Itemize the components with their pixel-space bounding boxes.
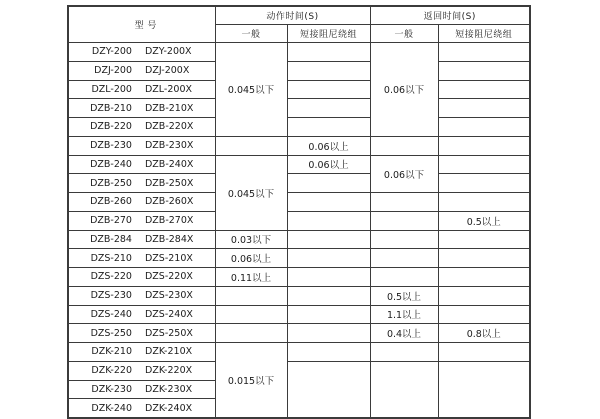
model-cell (68, 399, 215, 418)
cell-ret_damp (438, 118, 530, 137)
model-name: DZB-230X (144, 140, 194, 152)
cell-ret_gen (370, 268, 438, 287)
model-name: DZJ-200 (94, 65, 132, 77)
cell-act_damp (287, 99, 370, 118)
model-cell (68, 43, 215, 62)
model-cell (68, 230, 215, 249)
cell-act_damp: 0.06以上 (287, 155, 370, 174)
model-name: DZB-240X (144, 158, 194, 170)
cell-act_gen: 0.11以上 (215, 268, 287, 287)
table-row (68, 249, 530, 268)
model-name: DZB-270X (144, 215, 194, 227)
cell-ret_damp (438, 155, 530, 174)
model-name: DZK-240X (145, 402, 193, 414)
table-row (68, 305, 530, 324)
relay-spec-table (67, 5, 531, 419)
model-name: DZK-230 (91, 383, 132, 395)
cell-ret_damp (438, 361, 530, 418)
cell-ret_damp (438, 136, 530, 155)
table-row (68, 268, 530, 287)
model-name: DZB-284X (144, 233, 194, 245)
header-return-general: 一般 (370, 25, 438, 43)
cell-act_damp (287, 361, 370, 418)
header-return-damping: 短接阻尼绕组 (438, 25, 530, 43)
model-name: DZK-230X (145, 383, 193, 395)
cell-ret_damp (438, 305, 530, 324)
cell-ret_gen (370, 361, 438, 418)
cell-ret_gen: 0.06以下 (370, 43, 438, 137)
table-header (68, 6, 530, 43)
cell-ret_damp (438, 286, 530, 305)
model-name: DZB-270 (90, 215, 132, 227)
cell-act_gen (215, 136, 287, 155)
model-name: DZY-200X (144, 46, 192, 58)
model-name: DZK-210X (145, 346, 193, 358)
cell-ret_damp (438, 249, 530, 268)
model-name: DZS-230 (90, 290, 132, 302)
model-cell (68, 249, 215, 268)
cell-act_gen: 0.03以下 (215, 230, 287, 249)
model-name: DZS-230X (144, 290, 193, 302)
model-name: DZB-260X (144, 196, 194, 208)
model-name: DZB-210 (90, 102, 132, 114)
cell-ret_gen (370, 249, 438, 268)
model-cell (68, 155, 215, 174)
table-row (68, 230, 530, 249)
model-name: DZL-200X (144, 83, 193, 95)
model-name: DZB-250X (144, 177, 194, 189)
cell-ret_damp (438, 61, 530, 80)
cell-act_damp (287, 249, 370, 268)
model-name: DZS-240X (144, 308, 193, 320)
cell-ret_damp (438, 80, 530, 99)
cell-ret_damp: 0.8以上 (438, 324, 530, 343)
model-name: DZB-210X (144, 102, 194, 114)
cell-act_damp (287, 174, 370, 193)
table-row (68, 343, 530, 362)
cell-act_damp (287, 343, 370, 362)
header-row-top (68, 6, 530, 25)
model-cell (68, 174, 215, 193)
cell-act_damp (287, 61, 370, 80)
model-cell (68, 99, 215, 118)
table-row (68, 136, 530, 155)
cell-ret_gen: 1.1以上 (370, 305, 438, 324)
model-cell (68, 380, 215, 399)
table-row (68, 174, 530, 193)
cell-ret_damp (438, 193, 530, 212)
model-name: DZK-220X (145, 365, 193, 377)
table-row (68, 61, 530, 80)
table-row (68, 118, 530, 137)
model-cell (68, 118, 215, 137)
model-cell (68, 193, 215, 212)
model-cell (68, 80, 215, 99)
header-action-damping: 短接阻尼绕组 (287, 25, 370, 43)
table-row (68, 286, 530, 305)
model-name: DZB-230 (90, 140, 132, 152)
cell-ret_damp (438, 99, 530, 118)
table-row (68, 99, 530, 118)
model-name: DZS-250X (144, 327, 193, 339)
cell-ret_gen (370, 343, 438, 362)
model-name: DZK-220 (91, 365, 132, 377)
table-row (68, 193, 530, 212)
cell-act_damp (287, 211, 370, 230)
cell-act_damp (287, 43, 370, 62)
cell-act_damp (287, 324, 370, 343)
cell-ret_damp (438, 230, 530, 249)
header-return-time: 返回时间(S) (370, 6, 530, 25)
model-name: DZJ-200X (145, 65, 190, 77)
model-name: DZS-220X (144, 271, 193, 283)
model-cell (68, 136, 215, 155)
table-row (68, 80, 530, 99)
model-name: DZS-250 (90, 327, 132, 339)
cell-ret_gen (370, 193, 438, 212)
cell-ret_damp: 0.5以上 (438, 211, 530, 230)
model-name: DZS-220 (90, 271, 132, 283)
model-name: DZK-210 (91, 346, 132, 358)
model-name: DZB-240 (90, 158, 132, 170)
cell-act_gen: 0.045以下 (215, 155, 287, 230)
cell-act_gen: 0.015以下 (215, 343, 287, 419)
cell-act_gen (215, 286, 287, 305)
cell-act_damp (287, 118, 370, 137)
model-name: DZB-284 (90, 233, 132, 245)
cell-ret_gen: 0.06以下 (370, 155, 438, 193)
cell-act_damp: 0.06以上 (287, 136, 370, 155)
table-body (68, 43, 530, 419)
cell-act_damp (287, 193, 370, 212)
cell-ret_gen (370, 136, 438, 155)
cell-ret_gen: 0.4以上 (370, 324, 438, 343)
cell-act_gen: 0.045以下 (215, 43, 287, 137)
model-name: DZB-250 (90, 177, 132, 189)
model-cell (68, 61, 215, 80)
cell-ret_damp (438, 43, 530, 62)
table-row (68, 211, 530, 230)
model-cell (68, 324, 215, 343)
model-name: DZY-200 (91, 46, 132, 58)
cell-ret_damp (438, 343, 530, 362)
header-action-time: 动作时间(S) (215, 6, 370, 25)
model-cell (68, 286, 215, 305)
model-cell (68, 343, 215, 362)
cell-ret_gen (370, 230, 438, 249)
model-name: DZB-220 (90, 121, 132, 133)
model-cell (68, 268, 215, 287)
model-name: DZK-240 (91, 402, 132, 414)
cell-ret_gen: 0.5以上 (370, 286, 438, 305)
cell-act_gen (215, 305, 287, 324)
cell-ret_gen (370, 211, 438, 230)
table-row (68, 43, 530, 62)
cell-ret_damp (438, 268, 530, 287)
model-cell (68, 305, 215, 324)
model-name: DZL-200 (91, 83, 132, 95)
model-cell (68, 361, 215, 380)
table-row (68, 324, 530, 343)
model-name: DZS-210 (90, 252, 132, 264)
cell-act_gen: 0.06以上 (215, 249, 287, 268)
table-row (68, 155, 530, 174)
cell-act_damp (287, 80, 370, 99)
header-action-general: 一般 (215, 25, 287, 43)
table-row (68, 361, 530, 380)
model-name: DZB-220X (144, 121, 194, 133)
cell-act_damp (287, 305, 370, 324)
cell-act_damp (287, 286, 370, 305)
model-name: DZS-210X (144, 252, 193, 264)
cell-act_damp (287, 268, 370, 287)
cell-act_gen (215, 324, 287, 343)
header-model: 型 号 (68, 6, 215, 43)
cell-act_damp (287, 230, 370, 249)
cell-ret_damp (438, 174, 530, 193)
model-cell (68, 211, 215, 230)
model-name: DZS-240 (90, 308, 132, 320)
model-name: DZB-260 (90, 196, 132, 208)
